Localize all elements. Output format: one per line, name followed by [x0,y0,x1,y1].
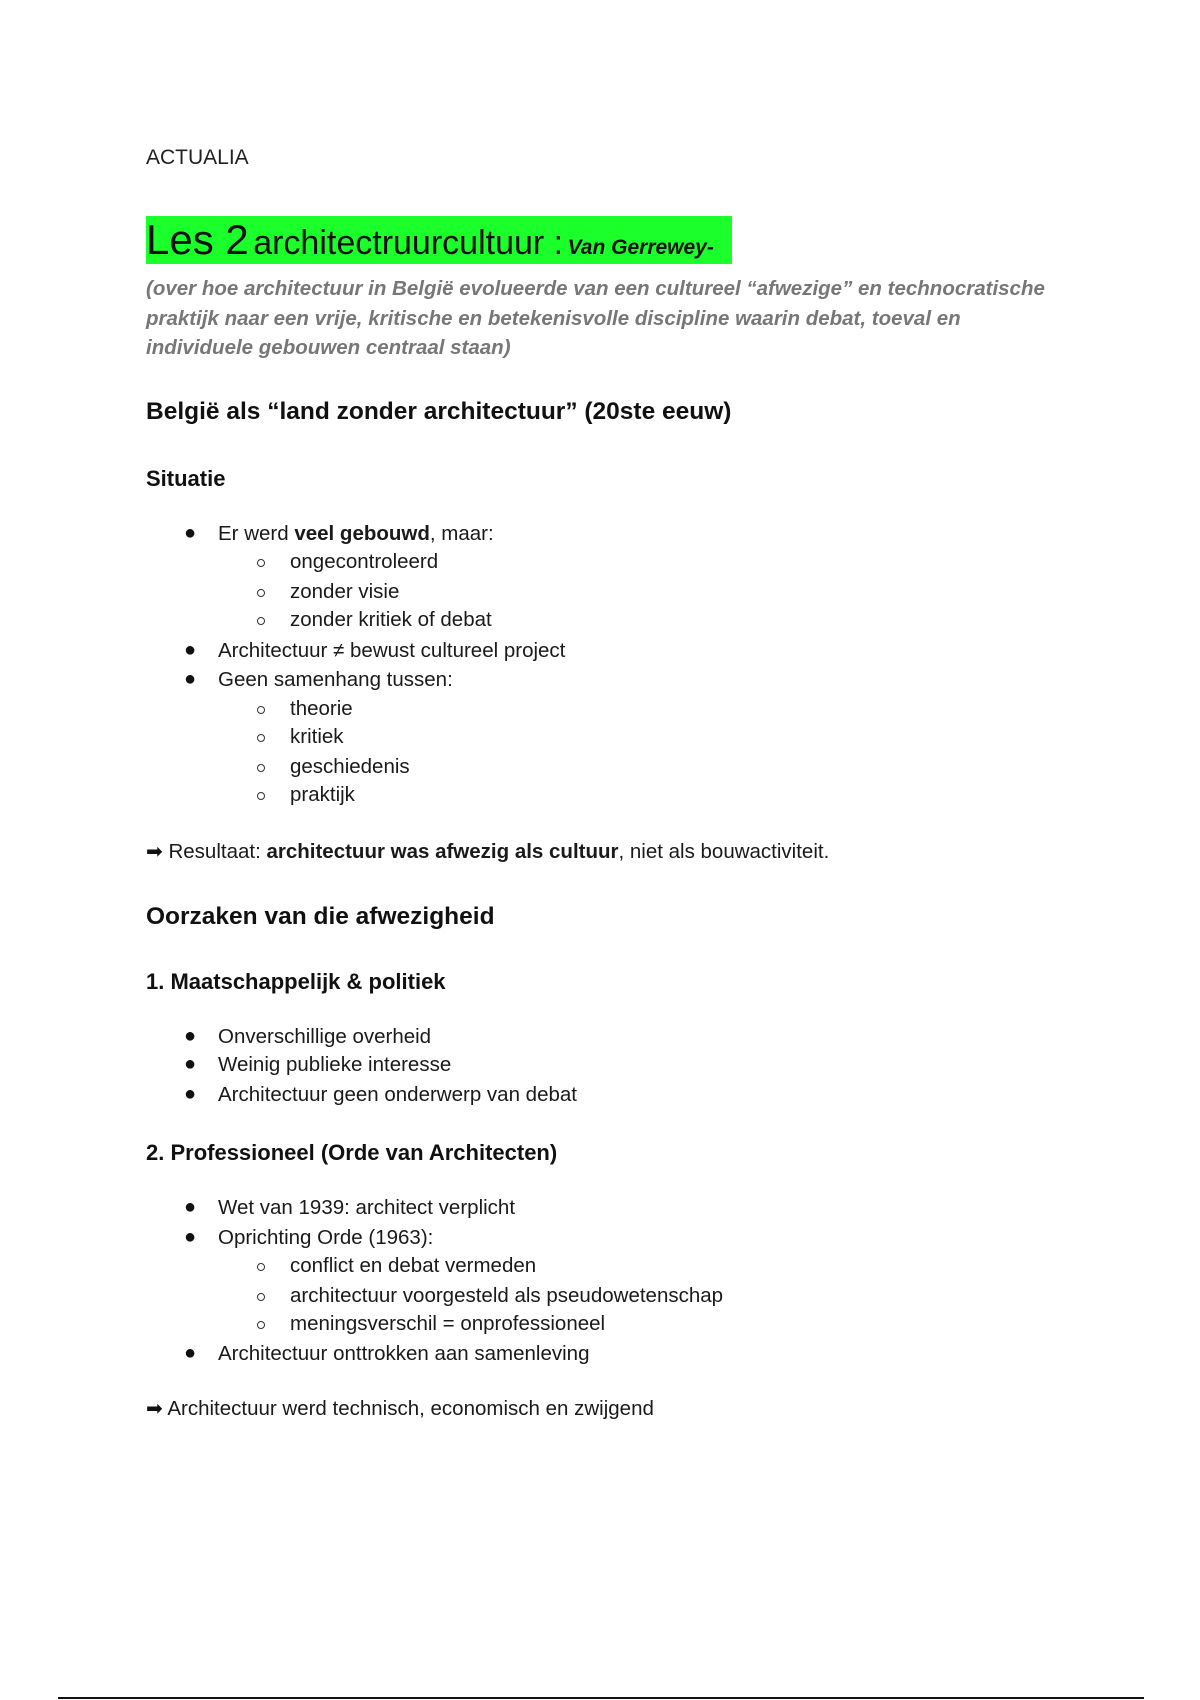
bullet-dot: ● [184,1196,197,1218]
sub-bullet-circle [257,559,265,567]
list-item: Wet van 1939: architect verplicht [218,1196,516,1219]
list-item: meningsverschil = onprofessioneel [290,1312,606,1335]
title-subject: architectruurcultuur : [253,224,564,262]
list-item: Oprichting Orde (1963): [218,1226,434,1249]
list-item: Weinig publieke interesse [218,1053,452,1076]
sub-bullet-circle [257,1263,265,1271]
bullet-dot: ● [184,1342,197,1364]
bullet-dot: ● [184,639,197,661]
list-item: Architectuur ≠ bewust cultureel project [218,639,566,662]
arrow-icon: ➡ [146,1398,163,1420]
document-title [146,216,714,274]
bottom-rule [58,1697,1144,1699]
result-line: ➡ Resultaat: architectuur was afwezig als cultuur, niet als bouwactiviteit. [146,840,830,863]
list-item: ongecontroleerd [290,550,439,573]
title-author: Van Gerrewey- [567,236,714,259]
list-item: Geen samenhang tussen: [218,668,453,691]
intro-paragraph: (over hoe architectuur in België evolueerde van een cultureel “afwezige” en technocratische praktijk naar een vrije, kritische en betekenisvolle discipline waarin debat, toeval en individuele gebouwen centraal staan) [146,277,1045,359]
list-item: zonder visie [290,580,400,603]
list-item: Er werd veel gebouwd, maar: [218,522,494,545]
list-item: zonder kritiek of debat [290,608,492,631]
list-item: Onverschillige overheid [218,1025,432,1048]
list-item: Architectuur geen onderwerp van debat [218,1083,577,1106]
subheading-professioneel: 2. Professioneel (Orde van Architecten) [146,1140,558,1165]
sub-bullet-circle [257,1293,265,1301]
sub-bullet-circle [257,734,265,742]
title-les: Les 2 [146,216,249,263]
conclusion-line: ➡ Architectuur werd technisch, economisch en zwijgend [146,1397,654,1420]
sub-bullet-circle [257,589,265,597]
bullet-dot: ● [184,1025,197,1047]
bullet-dot: ● [184,1226,197,1248]
subheading-maatschappelijk: 1. Maatschappelijk & politiek [146,969,446,994]
bullet-dot: ● [184,668,197,690]
list-item: architectuur voorgesteld als pseudowetenschap [290,1284,724,1307]
bullet-dot: ● [184,1083,197,1105]
sub-bullet-circle [257,1321,265,1329]
sub-bullet-circle [257,617,265,625]
section-heading-1: België als “land zonder architectuur” (20ste eeuw) [146,398,732,425]
sub-bullet-circle [257,764,265,772]
bullet-dot: ● [184,1053,197,1075]
bullet-dot: ● [184,522,197,544]
sub-bullet-circle [257,792,265,800]
list-item: kritiek [290,725,344,748]
list-item: Architectuur onttrokken aan samenleving [218,1342,590,1365]
list-item: praktijk [290,783,355,806]
list-item: geschiedenis [290,755,410,778]
category-label: ACTUALIA [146,146,249,169]
sub-bullet-circle [257,706,265,714]
list-item: theorie [290,697,353,720]
section-heading-2: Oorzaken van die afwezigheid [146,903,495,930]
list-item: conflict en debat vermeden [290,1254,537,1277]
subheading-situatie: Situatie [146,466,226,491]
arrow-icon: ➡ [146,841,163,863]
